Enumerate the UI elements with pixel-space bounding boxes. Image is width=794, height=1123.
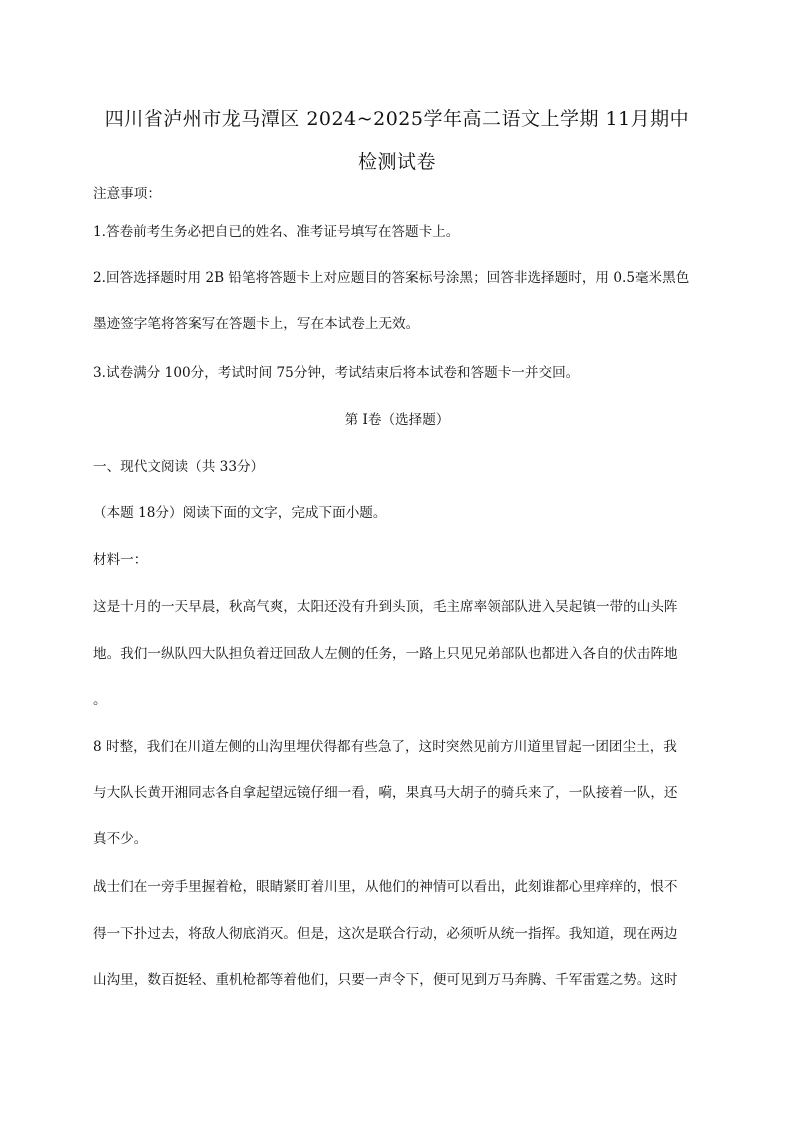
passage-p3-line2: 得一下扑过去，将敌人彻底消灭。但是，这次是联合行动，必须听从统一指挥。我知道，现在两边 xyxy=(93,926,678,942)
passage-p2-line2: 与大队长黄开湘同志各自拿起望远镜仔细一看，嗬，果真马大胡子的骑兵来了，一队接着一队，还 xyxy=(93,785,678,801)
passage-p3-line1: 战士们在一旁手里握着枪，眼睛紧盯着川里，从他们的神情可以看出，此刻谁都心里痒痒的，恨不 xyxy=(93,879,678,895)
exam-title-line1: 四川省泸州市龙马潭区 2024~2025学年高二语文上学期 11月期中 xyxy=(104,108,690,130)
passage-p2-line3: 真不少。 xyxy=(93,831,148,847)
volume-title: 第 I卷（选择题） xyxy=(344,412,450,428)
notice-item-2-line2: 墨迹签字笔将答案写在答题卡上，写在本试卷上无效。 xyxy=(93,316,420,332)
question-intro: （本题 18分）阅读下面的文字，完成下面小题。 xyxy=(93,505,387,521)
passage-p1-line3: 。 xyxy=(93,692,107,708)
part-title: 一、现代文阅读（共 33分） xyxy=(93,459,265,475)
passage-p1-line2: 地。我们一纵队四大队担负着迂回敌人左侧的任务，一路上只见兄弟部队也都进入各自的伏击阵地 xyxy=(93,646,678,662)
passage-p3-line3: 山沟里，数百挺轻、重机枪都等着他们，只要一声令下，便可见到万马奔腾、千军雷霆之势。这时 xyxy=(93,972,678,988)
notice-item-2-line1: 2.回答选择题时用 2B 铅笔将答题卡上对应题目的答案标号涂黑；回答非选择题时，用 0.5毫米黑色 xyxy=(93,270,690,286)
material-label: 材料一： xyxy=(93,552,148,568)
exam-title-line2: 检测试卷 xyxy=(357,151,436,173)
passage-p2-line1: 8 时整，我们在川道左侧的山沟里埋伏得都有些急了，这时突然见前方川道里冒起一团团尘土，我 xyxy=(93,739,677,755)
notice-item-3: 3.试卷满分 100分，考试时间 75分钟，考试结束后将本试卷和答题卡一并交回。 xyxy=(93,365,580,381)
notice-heading: 注意事项： xyxy=(93,186,161,202)
notice-item-1: 1.答卷前考生务必把自已的姓名、准考证号填写在答题卡上。 xyxy=(93,224,460,240)
passage-p1-line1: 这是十月的一天早晨，秋高气爽，太阳还没有升到头顶，毛主席率领部队进入吴起镇一带的山头阵 xyxy=(93,599,678,615)
